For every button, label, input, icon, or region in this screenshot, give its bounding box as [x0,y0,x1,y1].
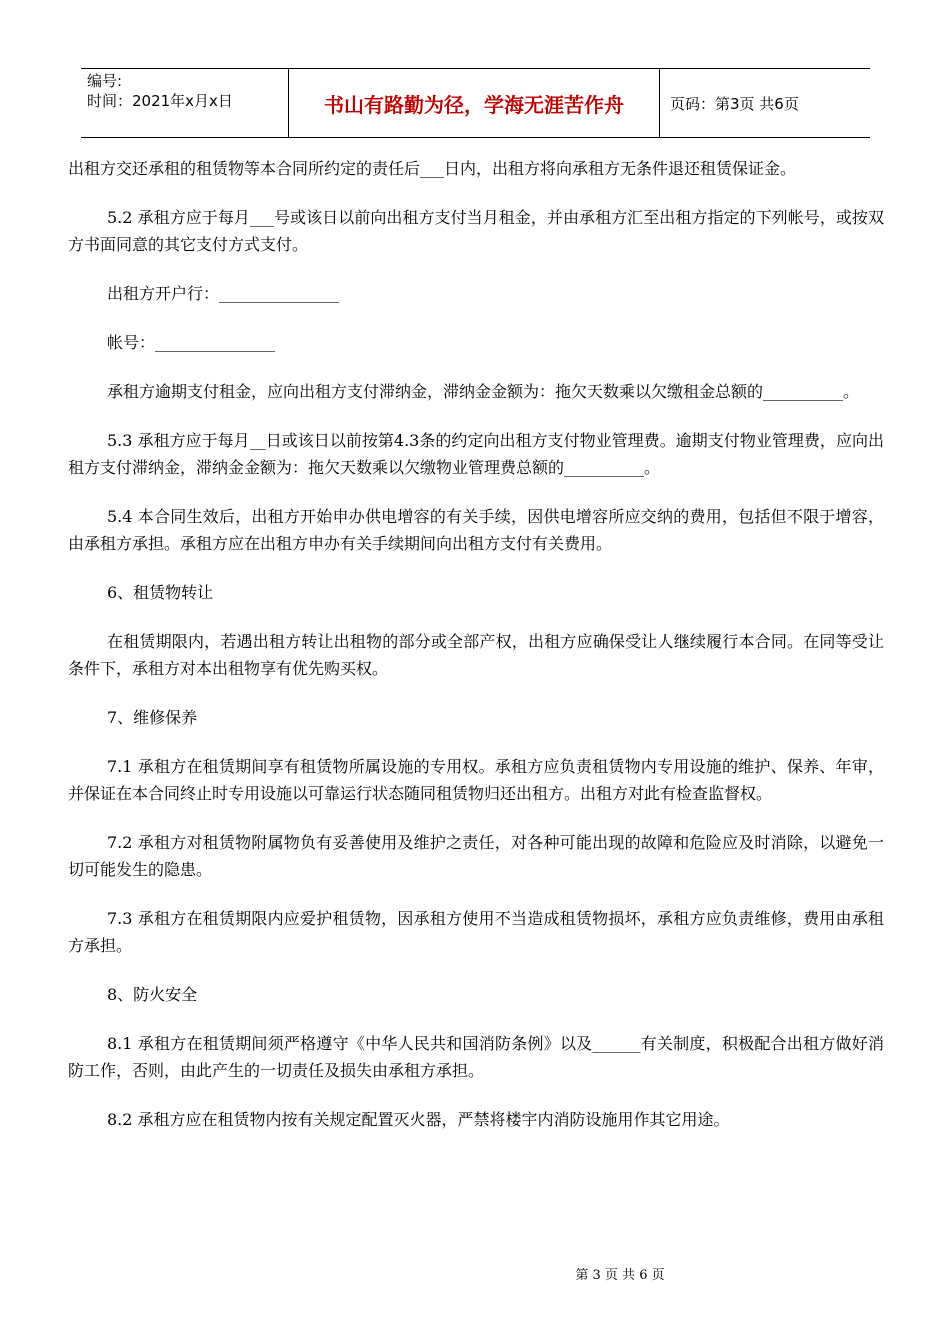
footer-page-number: 第 3 页 共 6 页 [575,1268,665,1283]
document-date: 时间：2021年x月x日 [87,92,233,110]
paragraph: 8.1 承租方在租赁期间须严格遵守《中华人民共和国消防条例》以及______有关制度，积极配合出租方做好消防工作，否则，由此产生的一切责任及损失由承租方承担。 [68,1034,884,1080]
paragraph: 帐号：_______________ [107,333,276,352]
page-footer [0,1264,950,1283]
section-heading: 6、租赁物转让 [107,583,214,602]
header-meta [81,69,289,137]
document-header [81,68,870,138]
document-body [68,155,884,1155]
paragraph: 5.2 承租方应于每月___号或该日以前向出租方支付当月租金，并由承租方汇至出租方指定的下列帐号，或按双方书面同意的其它支付方式支付。 [68,208,884,254]
paragraph: 7.2 承租方对租赁物附属物负有妥善使用及维护之责任，对各种可能出现的故障和危险应及时消除，以避免一切可能发生的隐患。 [68,833,884,879]
header-page-info: 页码：第3页 共6页 [670,94,799,113]
paragraph: 在租赁期限内，若遇出租方转让出租物的部分或全部产权，出租方应确保受让人继续履行本合同。在同等受让条件下，承租方对本出租物享有优先购买权。 [68,632,884,678]
section-heading: 7、维修保养 [107,708,198,727]
paragraph: 7.1 承租方在租赁期间享有租赁物所属设施的专用权。承租方应负责租赁物内专用设施的维护、保养、年审，并保证在本合同终止时专用设施以可靠运行状态随同租赁物归还出租方。出租方对此有检查监督权。 [68,757,884,803]
paragraph: 7.3 承租方在租赁期限内应爱护租赁物，因承租方使用不当造成租赁物损坏，承租方应负责维修，费用由承租方承担。 [68,909,884,955]
document-number-label: 编号: [87,72,123,90]
paragraph: 出租方交还承租的租赁物等本合同所约定的责任后___日内，出租方将向承租方无条件退还租赁保证金。 [68,159,797,178]
paragraph: 5.3 承租方应于每月__日或该日以前按第4.3条的约定向出租方支付物业管理费。逾期支付物业管理费，应向出租方支付滞纳金，滞纳金金额为：拖欠天数乘以欠缴物业管理费总额的__________。 [68,431,884,477]
paragraph: 出租方开户行：_______________ [107,284,340,303]
section-heading: 8、防火安全 [107,985,198,1004]
paragraph: 承租方逾期支付租金，应向出租方支付滞纳金，滞纳金金额为：拖欠天数乘以欠缴租金总额的__________。 [107,382,860,401]
paragraph: 8.2 承租方应在租赁物内按有关规定配置灭火器，严禁将楼宇内消防设施用作其它用途。 [107,1110,730,1129]
header-motto: 书山有路勤为径，学海无涯苦作舟 [289,69,660,137]
paragraph: 5.4 本合同生效后，出租方开始申办供电增容的有关手续，因供电增容所应交纳的费用，包括但不限于增容，由承租方承担。承租方应在出租方申办有关手续期间向出租方支付有关费用。 [68,507,884,553]
